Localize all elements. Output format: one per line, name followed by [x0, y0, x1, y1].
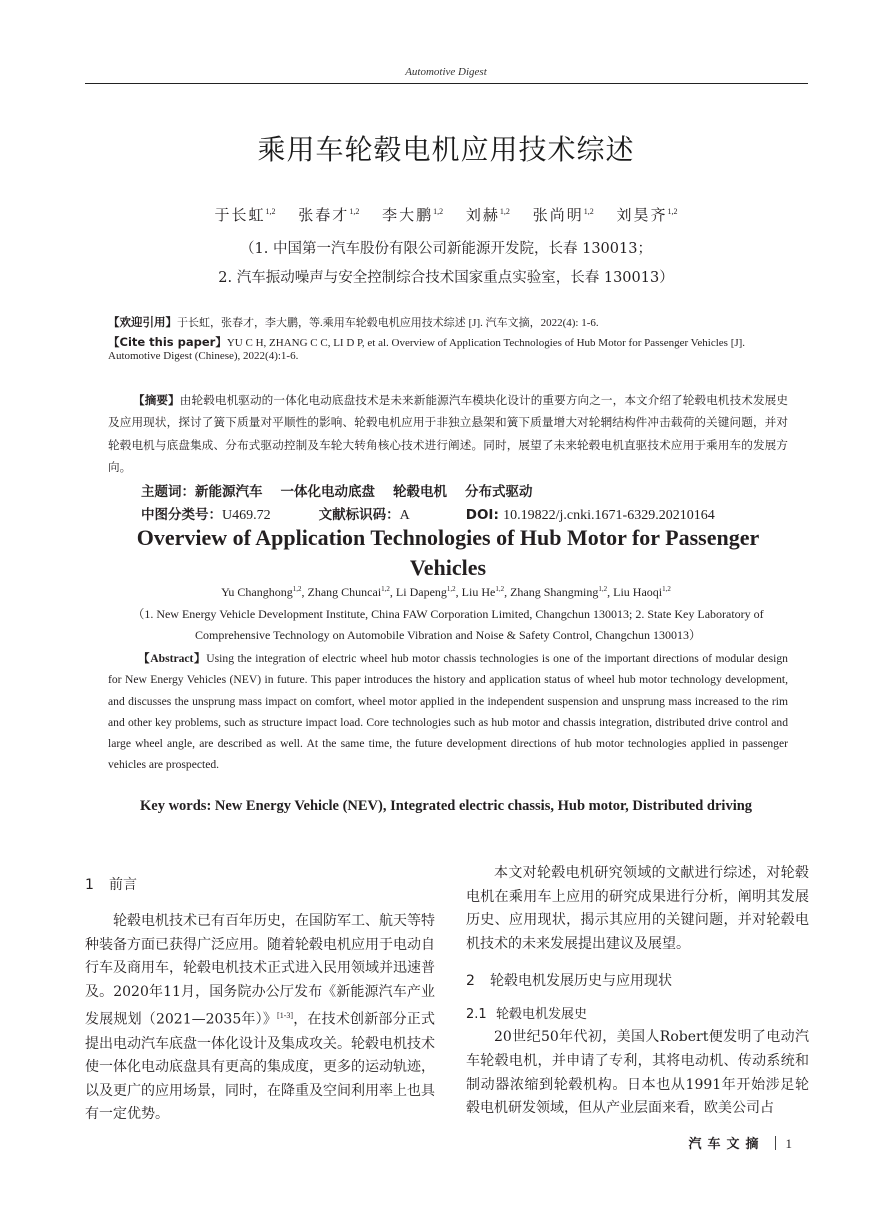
clc-value: U469.72 [222, 508, 271, 523]
citation-en-text: YU C H, ZHANG C C, LI D P, et al. Overview of Application Technologies of Hub Motor for Passenger Vehicles [J]. Automotive Digest (Chinese), 2022(4):1-6. [108, 337, 746, 362]
doi-label: DOI: [465, 507, 499, 523]
left-column [85, 872, 435, 1127]
author-en: Liu He$^{1,2}$ [461, 585, 505, 599]
paper-title-en: Overview of Application Technologies of Hub Motor for Passenger Vehicles [136, 525, 760, 580]
keywords-en: Key words: New Energy Vehicle (NEV), Integrated electric chassis, Hub motor, Distributed driving [140, 798, 753, 814]
author-cn: 李大鹏$^{1,2}$ [382, 206, 444, 224]
doc-code-value: A [399, 508, 410, 523]
abstract-en [108, 648, 788, 776]
author-cn: 张春才$^{1,2}$ [298, 206, 360, 224]
author-cn: 刘赫$^{1,2}$ [465, 206, 510, 224]
right-column [466, 862, 809, 1121]
paper-title-cn: 乘用车轮毂电机应用技术综述 [257, 133, 635, 166]
keyword-cn: 一体化电动底盘 [280, 484, 375, 500]
keywords-cn [141, 480, 533, 500]
abstract-cn [108, 389, 788, 478]
header-rule [85, 83, 808, 84]
subsection-heading: 2.1 轮毂电机发展史 [466, 1007, 588, 1023]
author-en: Zhang Shangming$^{1,2}$ [510, 585, 608, 599]
doi-value: 10.19822/j.cnki.1671-6329.20210164 [503, 508, 715, 523]
keyword-cn: 新能源汽车 [195, 484, 263, 500]
author-en: Yu Changhong$^{1,2}$ [221, 585, 302, 599]
journal-name: 汽车文摘 [688, 1137, 765, 1152]
keywords-cn-label: 主题词： [141, 484, 195, 500]
section-heading: 1 前言 [85, 877, 137, 893]
page-footer [688, 1133, 792, 1152]
affiliation-en: （1. New Energy Vehicle Development Institute, China FAW Corporation Limited, Changchun 130013; 2. State Key Laboratory of Comprehensive Technology on Automobile Vibration and Noise & Safety Control, Changchun 130013） [132, 607, 764, 642]
keyword-cn: 分布式驱动 [465, 484, 533, 500]
body-paragraph: 本文对轮毂电机研究领域的文献进行综述，对轮毂电机在乘用车上应用的研究成果进行分析，阐明其发展历史、应用现状，揭示其应用的关键问题，并对轮毂电机技术的未来发展提出建议及展望。 [466, 865, 809, 952]
citation-cn-text: 于长虹，张春才，李大鹏，等.乘用车轮毂电机应用技术综述 [J]. 汽车文摘，2022(4): 1-6. [177, 317, 599, 329]
affiliation-cn-1: （1. 中国第一汽车股份有限公司新能源开发院，长春 130013； [240, 241, 652, 257]
citation-en [108, 336, 788, 363]
abstract-en-label: 【Abstract】 [138, 652, 207, 665]
clc-label: 中图分类号： [141, 507, 222, 523]
abstract-cn-label: 【摘要】 [133, 393, 180, 407]
author-en: Zhang Chuncai$^{1,2}$ [307, 585, 390, 599]
affiliation-cn-2: 2. 汽车振动噪声与安全控制综合技术国家重点实验室，长春 130013） [218, 270, 674, 286]
citation-cn [108, 316, 788, 330]
keyword-cn: 轮毂电机 [393, 484, 447, 500]
citation-cn-label: 【欢迎引用】 [108, 315, 177, 329]
section-heading: 2 轮毂电机发展历史与应用现状 [466, 973, 672, 990]
author-en: Li Dapeng$^{1,2}$ [395, 585, 456, 599]
body-paragraph: 轮毂电机技术已有百年历史，在国防军工、航天等特种装备方面已获得广泛应用。随着轮毂电机应用于电动自行车及商用车，轮毂电机技术正式进入民用领域并迅速普及。2020年11月，国务院办公厅发布《新能源汽车产业发展规划（2021—2035年）》[1-3]，在技术创新部分正式提出电动汽车底盘一体化设计及集成攻关。轮毂电机技术使一体化电动底盘具有更高的集成度，更多的运动轨迹，以及更广的应用场景，同时，在降重及空间利用率上也具有一定优势。 [85, 913, 435, 1123]
author-cn: 刘昊齐$^{1,2}$ [616, 206, 678, 224]
classification-row [141, 503, 715, 524]
page-number: 1 [785, 1136, 792, 1151]
footer-divider [775, 1136, 776, 1150]
author-list-en: Yu Changhong$^{1,2}$, Zhang Chuncai$^{1,2}$, Li Dapeng$^{1,2}$, Liu He$^{1,2}$, Zhang Shangming$^{1,2}$, Liu Haoqi$^{1,2}$ [221, 585, 671, 599]
abstract-cn-text: 由轮毂电机驱动的一体化电动底盘技术是未来新能源汽车模块化设计的重要方向之一，本文介绍了轮毂电机技术发展史及应用现状，探讨了簧下质量对平顺性的影响、轮毂电机应用于非独立悬架和簧下质量增大对轮辋结构件冲击载荷的关键问题，并对轮毂电机与底盘集成、分布式驱动控制及车轮大转角核心技术进行阐述。同时，展望了未来轮毂电机直驱技术应用于乘用车的发展方向。 [108, 393, 788, 474]
author-cn: 张尚明$^{1,2}$ [532, 206, 594, 224]
author-cn: 于长虹$^{1,2}$ [214, 206, 276, 224]
doc-code-label: 文献标识码： [318, 507, 400, 523]
author-list-cn [0, 204, 892, 225]
author-en: Liu Haoqi$^{1,2}$ [613, 585, 671, 599]
abstract-en-text: Using the integration of electric wheel hub motor chassis technologies is one of the important directions of modular design for New Energy Vehicles (NEV) in future. This paper introduces the history and application status of wheel hub motor technology development, and discusses the unsprung mass impact on comfort, wheel motor applied in the independent suspension and unsprung mass increased to the rim and other key problems, such as structure impact load. Core technologies such as hub motor and chassis integration, distributed drive control and large wheel angle, are described as well. At the same time, the future development directions of hub motor technologies applied in passenger vehicles are prospected. [108, 652, 788, 772]
body-paragraph: 20世纪50年代初，美国人Robert便发明了电动汽车轮毂电机，并申请了专利，其将电动机、传动系统和制动器浓缩到轮毂机构。日本也从1991年开始涉足轮毂电机研发领域，但从产业层面来看，欧美公司占 [466, 1029, 809, 1117]
citation-en-label: 【Cite this paper】 [108, 335, 227, 349]
running-head: Automotive Digest [405, 66, 487, 78]
